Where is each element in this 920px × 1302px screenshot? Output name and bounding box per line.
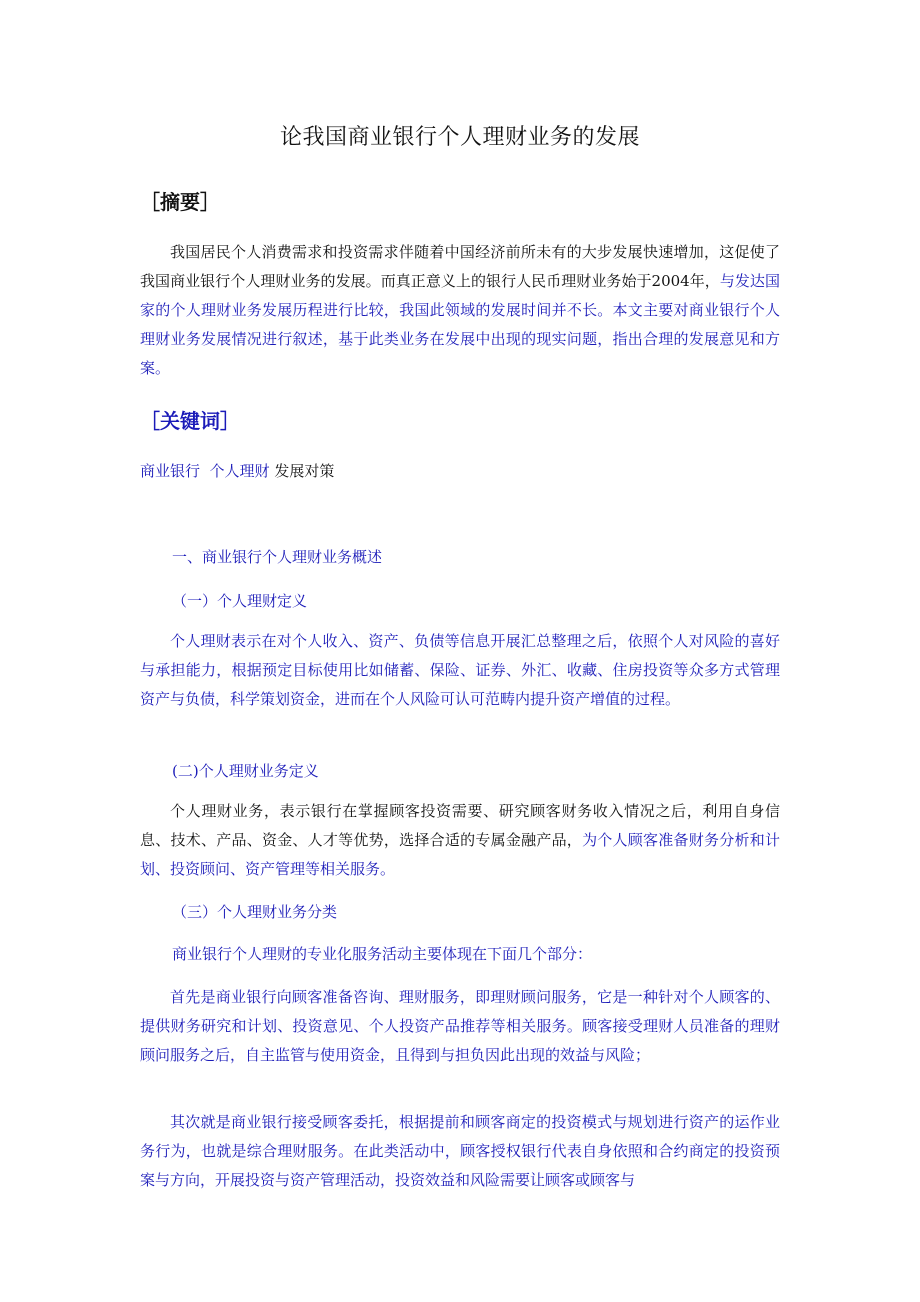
sub3-paragraph-1: 首先是商业银行向顾客准备咨询、理财服务，即理财顾问服务，它是一种针对个人顾客的、提供财务研究和计划、投资意见、个人投资产品推荐等相关服务。顾客接受理财人员准备的理财顾问服务之后，自主监管与使用资金，且得到与担负因此出现的效益与风险； — [140, 988, 780, 1064]
sub3-intro: 商业银行个人理财的专业化服务活动主要体现在下面几个部分： — [172, 945, 593, 963]
keywords-part2: 发展对策 — [269, 462, 335, 480]
sub1-paragraph: 个人理财表示在对个人收入、资产、负债等信息开展汇总整理之后，依照个人对风险的喜好与承担能力，根据预定目标使用比如储蓄、保险、证券、外汇、收藏、住房投资等众多方式管理资产与负债，科学策划资金，进而在个人风险可认可范畴内提升资产增值的过程。 — [140, 632, 780, 708]
document-title: 论我国商业银行个人理财业务的发展 — [279, 125, 640, 150]
section1-heading: 一、商业银行个人理财业务概述 — [172, 548, 383, 566]
keywords-heading: ［关键词］ — [140, 409, 240, 433]
abstract-text-part1: 我国居民个人消费需求和投资需求伴随着中国经济前所未有的大步发展快速增加，这促使了我国商业银行个人理财业务的发展。而真正意义上的银行人民币理财业务始于2004年， — [140, 243, 780, 290]
abstract-text-part2: 与发达国家的个人理财业务发展历程进行比较，我国此领域的发展时间并不长。本文主要对商业银行个人理财业务发展情况进行叙述，基于此类业务在发展中出现的现实问题，指出合理的发展意见和方案。 — [140, 272, 780, 377]
abstract-paragraph — [140, 238, 780, 383]
sub2-text-part2: 为个人顾客准备财务分析和计划、投资顾问、资产管理等相关服务。 — [140, 831, 780, 878]
keywords-line — [140, 459, 334, 483]
sub1-heading: （一）个人理财定义 — [172, 592, 308, 610]
sub2-text-part1: 个人理财业务，表示银行在掌握顾客投资需要、研究顾客财务收入情况之后，利用自身信息、技术、产品、资金、人才等优势，选择合适的专属金融产品， — [140, 802, 780, 849]
sub3-paragraph-2: 其次就是商业银行接受顾客委托，根据提前和顾客商定的投资模式与规划进行资产的运作业务行为，也就是综合理财服务。在此类活动中，顾客授权银行代表自身依照和合约商定的投资预案与方向，开展投资与资产管理活动，投资效益和风险需要让顾客或顾客与 — [140, 1113, 780, 1189]
abstract-heading: ［摘要］ — [140, 190, 220, 214]
sub3-heading: （三）个人理财业务分类 — [172, 903, 338, 921]
keywords-part1: 商业银行 个人理财 — [140, 462, 270, 480]
sub2-heading: (二)个人理财业务定义 — [172, 762, 319, 780]
sub2-paragraph — [140, 797, 780, 884]
